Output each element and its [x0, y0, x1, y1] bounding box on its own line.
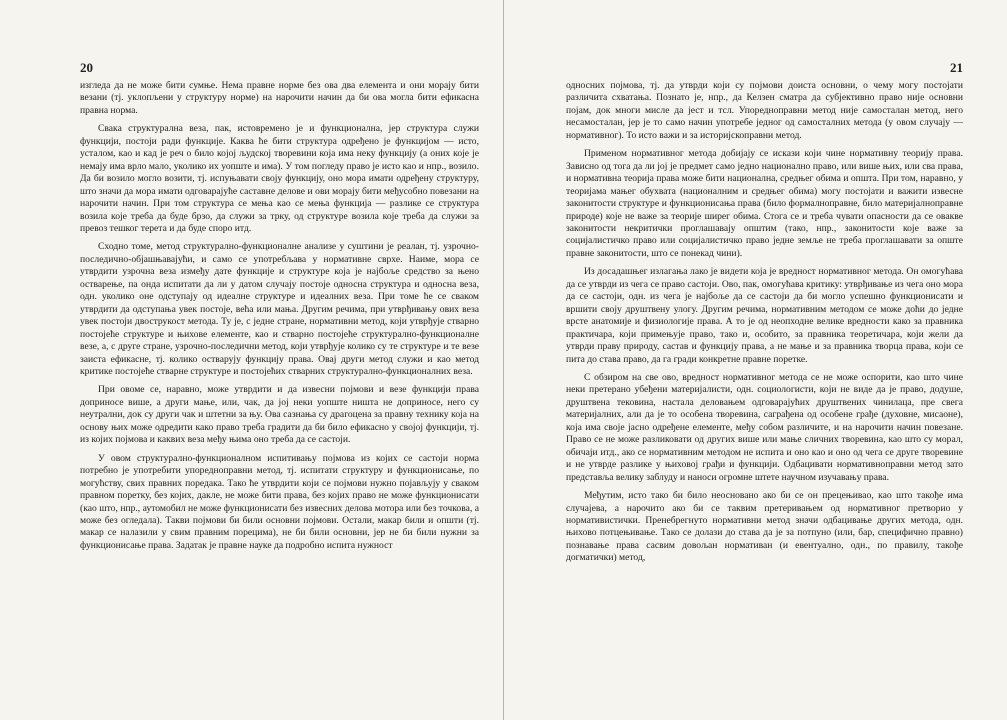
paragraph: изгледа да не може бити сумње. Нема правне норме без ова два елемента и они морају бити везани (тј. уклопљени у структуру норме) на нарочити начин да би ова могла бити ефикасна правна норма.	[80, 80, 479, 116]
left-page-text	[80, 80, 479, 552]
paragraph: У овом структурално-функционалном испитивању појмова из којих се састоји норма потребно је употребити упоредноправни метод, тј. испитати структуру и функционисање, по могућству, свих правних поредака. Тако ће утврдити који се појмови нужно појављују у сваком правном поретку, без којих, дакле, не може бити права, без којих право не може функционисати (као што, нпр., аутомобил не може функционисати без извесних делова мотора или без точкова, а може без огледала). Такви појмови би били основни појмови. Остали, макар били и општи (тј. макар се налазили у свим правним порецима), не би били основни, јер не би били нужни за функционисање права. Задатак је правне науке да подробно испита нужност	[80, 452, 479, 551]
paragraph: С обзиром на све ово, вредност нормативног метода се не може оспорити, као што чине неки претерано убеђени материјалисти, одн. социологисти, који не виде да је право, додуше, друштвена тековина, настала деловањем одговарајућих друштвених чинилаца, пре свега материјалних, али да је то особена творевина, саграђена од особене грађе (духовне, мисаоне), која има своје јасно одређене елементе, међу собом различите, и на нарочити начин повезане. Право се не може разликовати од других више или мање сличних творевина, као што су морал, обичаји итд., ако се нормативним методом не испита и оно као и оно од чега се друге творевине и не утврде разлике у њиховој грађи и функцији. Одбацивати нормативноправни метод зато представља велику заблуду и наноси огромне штете научном изучавању права.	[566, 371, 963, 483]
page-number-left: 20	[80, 60, 93, 75]
paragraph: односних појмова, тј. да утврди који су појмови доиста основни, о чему могу постојати различита схватања. Познато је, нпр., да Келзен сматра да субјективно право није основни појам, док многи мисле да јест и тсл. Упоредноправни метод није самосталан метод, него несамосталан, јер је то само начин употребе једног од самосталних метода (у овом случају — нормативног). То исто важи и за историјскоправни метод.	[566, 80, 963, 141]
paragraph: Свака структурална веза, пак, истовремено је и функционална, јер структура служи функцији, постоји ради функције. Каква ће бити структура одређено је функцијом — исто, усталом, као и кад је реч о било којој људској творевини која има неку функцију (а оних које је немају има врло мало, уколико их уопште и има). У том погледу право је исто као и нпр., возило. Да би возило могло возити, тј. испуњавати своју функцију, оно мора имати одређену структуру, што значи да мора имати одговарајуће саставне делове и ови морају бити међусобно повезани на нарочити начин. При том структура се мења као се мења функција — разлике се структура возила које треба да буде брзо, да служи за трку, од структуре возила које треба да служи за превоз тешког терета и да буде споро итд.	[80, 123, 479, 234]
paragraph: Сходно томе, метод структурално-функционалне анализе у суштини је реалан, тј. узрочно-последично-објашњавајући, и само се употребљава у нормативне сврхе. Наиме, мора се утврдити узрочна веза између дате функције и структуре која је најбоље средство за њено остварење, па онда испитати да ли у датом случају постоје односна структура и односна веза, одн. уколико оне одступају од идеалне структуре и идеалних веза. При томе ће се сваком утврдити да одступања увек постоје, већа или мања. Другим речима, при утврђивању ових веза увек постоји двострукост метода. Ту је, с једне стране, нормативни метод, који утврђује стварно постојеће структуре и њихове елементе, као и стварно постојеће структурално-функционалне везе, а, с друге стране, узрочно-последични метод, који утврђује колико су те структуре и те везе заиста ефикасне, тј. колико остварују функцију права. Овај други метод служи и као метод критике постојеће стварне структуре и постојећих стварних структурално-функционалних веза.	[80, 241, 479, 377]
paragraph: Међутим, исто тако би било неосновано ако би се он прецењивао, као што такође има случајева, а нарочито ако би се таквим претеривањем од нормативног претворио у нормативистички. Пренебрегнуто нормативни метод значи одбацивање других метода, одн. њихово потцењивање. Тако се долази до става да је за потпуно (или, бар, специфично правно) познавање права сасвим довољан нормативан (и евентуално, одн., по правилу, такође догматички) метод,	[566, 490, 963, 564]
right-page	[504, 0, 1007, 720]
paragraph: Из досадашњег излагања лако је видети која је вредност нормативног метода. Он омогућава да се утврди из чега се право састоји. Ово, пак, омогућава критику: утврђивање из чега оно мора да се састоји, одн. из чега је најбоље да се састоји да би могло успешно функционисати и вршити своју друштвену улогу. Другим речима, нормативним методом се може доћи до једне врсте анатомије и физиологије права. А то је од неопходне велике вредности како за правника практичара, који примењује право, тако и, особито, за правника теоретичара, који жели да утврди праву природу, састав и функцију права, а не мање и за правника творца права, који се пита до става право, да га гради конкретне правне поретке.	[566, 266, 963, 365]
right-page-text	[566, 80, 963, 565]
page-number-right: 21	[950, 60, 963, 75]
paragraph: При овоме се, наравно, може утврдити и да извесни појмови и везе функцији права доприносе више, а други мање, или, чак, да јој неки уопште ништа не доприносе, него су неутрални, док су други чак и штетни за њу. Ова сазнања су драгоцена за правну технику која на основу њих може одредити како право треба градити да би било ефикасно у својој функцији, тј. из којих појмова и каквих веза међу њима оно треба да се састоји.	[80, 384, 479, 446]
left-page	[0, 0, 503, 720]
paragraph: Применом нормативног метода добијају се искази који чине нормативну теорију права. Зависно од тога да ли јој је предмет само једно национално право, или више њих, или сва права, и нормативна теорија права може бити национална, средњег обима и општа. При том, наравно, у теоријама мањег обухвата (националним и средњег обима) могу постојати и важити извесне законитости структуре и функционисања права (било формалноправне, било материјалноправне природе) које не важе за теорије ширег обима. Стога се и треба чувати опасности да се овакве законитости некритички проглашавају општим (тако, нпр., законитости које важе за социјалистичко право или социјалистичко право једне земље не треба проглашавати за опште правне законитости, што се понекад чини).	[566, 148, 963, 259]
